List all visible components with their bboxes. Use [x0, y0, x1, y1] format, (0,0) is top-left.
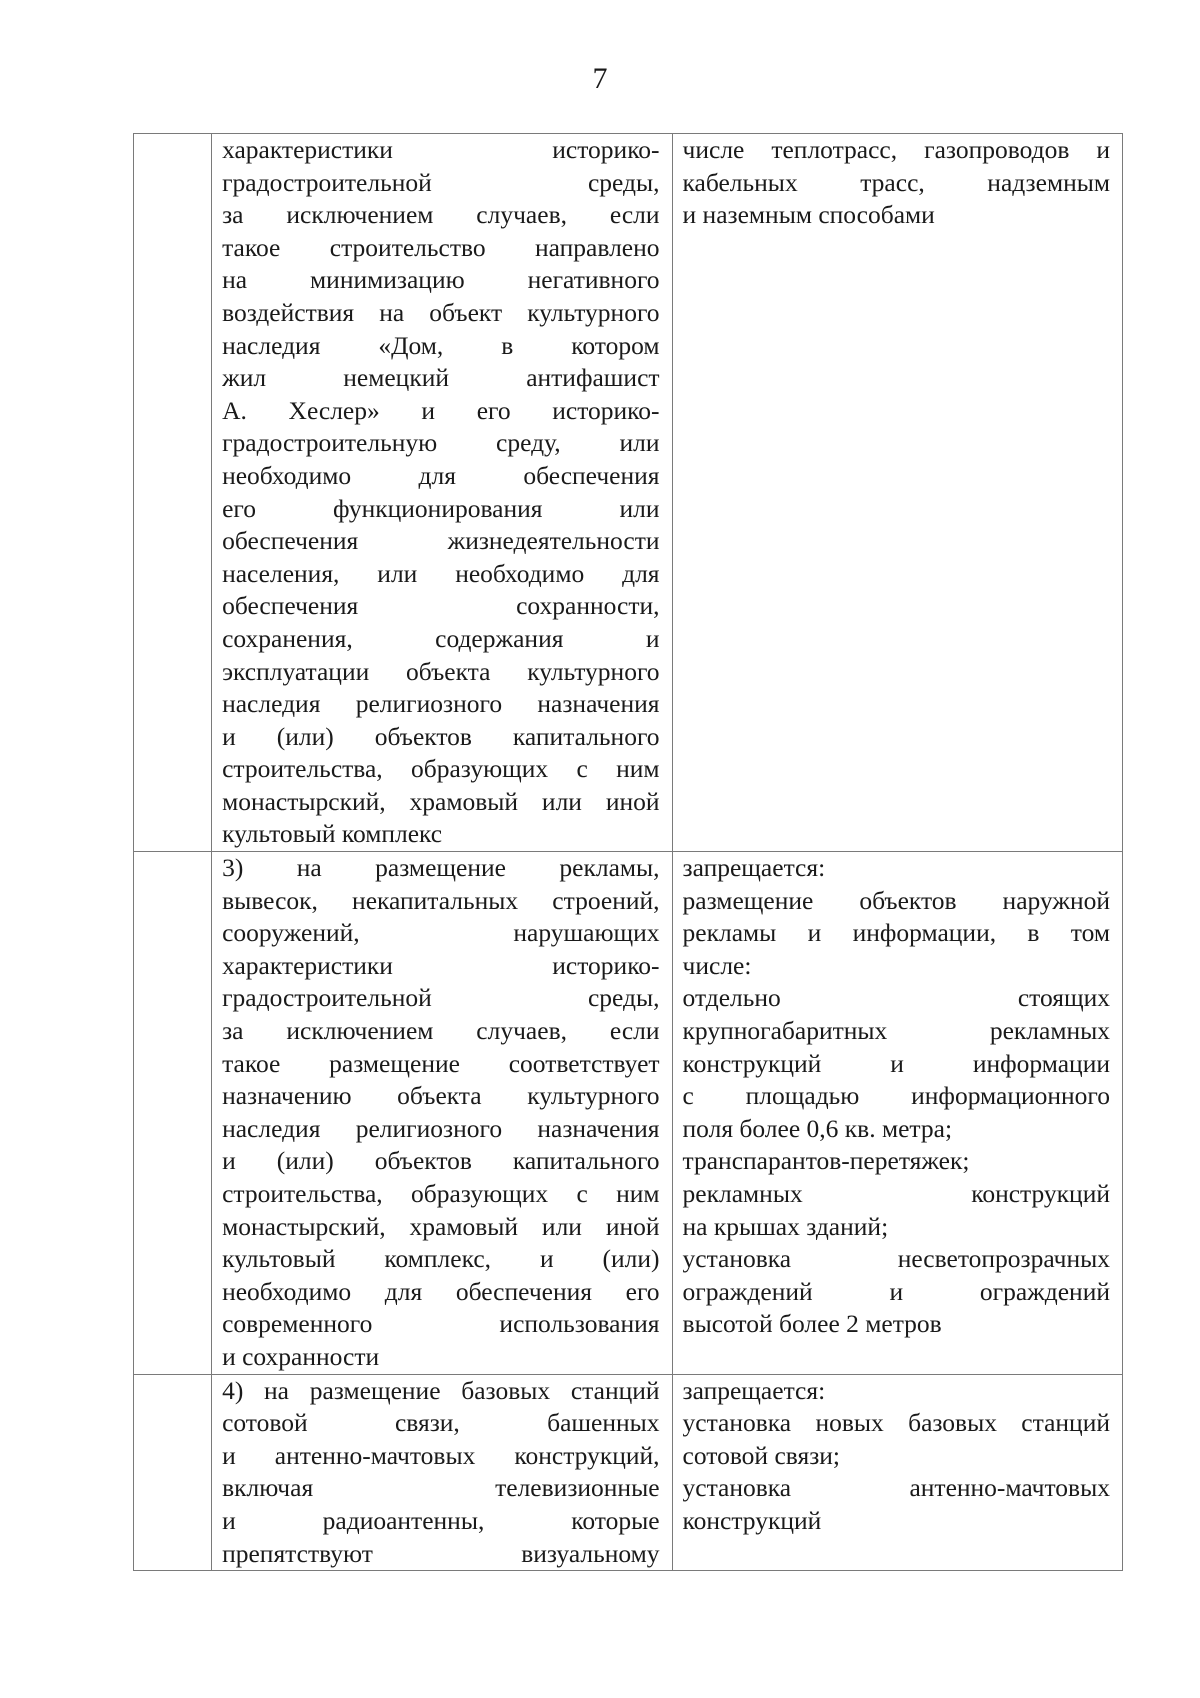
- text-line: установка несветопрозрачных: [682, 1244, 1110, 1274]
- text-line: числе теплотрасс, газопроводов и: [682, 135, 1110, 164]
- text-line: и (или) объектов капитального: [222, 1146, 660, 1176]
- table-row: [134, 1374, 1123, 1571]
- text-line: обеспечения сохранности,: [222, 591, 660, 621]
- text-line: наследия религиозного назначения: [222, 689, 660, 719]
- text-line: населения, или необходимо для: [222, 558, 660, 588]
- text-line: отдельно стоящих: [682, 983, 1110, 1013]
- table-row: [134, 852, 1123, 1375]
- text-line: характеристики историко-: [222, 950, 660, 980]
- text-line: и наземным способами: [682, 200, 935, 230]
- text-line: необходимо для обеспечения его: [222, 1276, 660, 1306]
- table-row: [134, 134, 1123, 852]
- text-line: числе:: [682, 950, 752, 980]
- text-line: жил немецкий антифашист: [222, 363, 660, 393]
- text-line: размещение объектов наружной: [682, 885, 1110, 915]
- text-line: монастырский, храмовый или иной: [222, 1211, 660, 1241]
- text-line: назначению объекта культурного: [222, 1081, 660, 1111]
- text-line: установка антенно-мачтовых: [682, 1473, 1110, 1503]
- text-line: строительства, образующих с ним: [222, 754, 660, 784]
- text-line: такое размещение соответствует: [222, 1048, 660, 1078]
- text-line: его функционирования или: [222, 493, 660, 523]
- text-line: сотовой связи, башенных: [222, 1408, 660, 1438]
- text-line: включая телевизионные: [222, 1473, 660, 1503]
- text-line: строительства, образующих с ним: [222, 1179, 660, 1208]
- text-line: рекламы и информации, в том: [682, 918, 1110, 948]
- text-line: препятствуют визуальному: [222, 1538, 660, 1568]
- text-line: градостроительной среды,: [222, 167, 660, 197]
- text-line: воздействия на объект культурного: [222, 297, 660, 327]
- text-line: характеристики историко-: [222, 135, 660, 164]
- text-line: и антенно-мачтовых конструкций,: [222, 1440, 660, 1470]
- text-line: А. Хеслер» и его историко-: [222, 395, 660, 425]
- text-line: такое строительство направлено: [222, 232, 660, 262]
- text-line: запрещается:: [682, 1375, 826, 1405]
- rule-cell: [672, 1374, 1122, 1571]
- text-line: запрещается:: [682, 853, 826, 883]
- text-line: 3) на размещение рекламы,: [222, 853, 660, 883]
- text-line: градостроительную среду, или: [222, 428, 660, 458]
- condition-cell: [212, 1374, 672, 1571]
- condition-text: [212, 1375, 671, 1571]
- text-line: монастырский, храмовый или иной: [222, 786, 660, 816]
- rule-cell: [672, 134, 1122, 852]
- number-cell: [134, 134, 212, 852]
- text-line: крупногабаритных рекламных: [682, 1016, 1110, 1046]
- text-line: кабельных трасс, надземным: [682, 167, 1110, 197]
- condition-cell: [212, 852, 672, 1375]
- text-line: необходимо для обеспечения: [222, 460, 660, 490]
- text-line: конструкций и информации: [682, 1048, 1110, 1078]
- rule-text: [673, 852, 1122, 1341]
- text-line: конструкций: [682, 1505, 822, 1535]
- text-line: и радиоантенны, которые: [222, 1505, 660, 1535]
- text-line: с площадью информационного: [682, 1081, 1110, 1111]
- text-line: ограждений и ограждений: [682, 1276, 1110, 1306]
- regulation-table: [133, 133, 1123, 1571]
- text-line: наследия религиозного назначения: [222, 1113, 660, 1143]
- text-line: за исключением случаев, если: [222, 1016, 660, 1046]
- number-cell: [134, 852, 212, 1375]
- text-line: на минимизацию негативного: [222, 265, 660, 295]
- text-line: поля более 0,6 кв. метра;: [682, 1113, 953, 1143]
- text-line: наследия «Дом, в котором: [222, 330, 660, 360]
- text-line: рекламных конструкций: [682, 1179, 1110, 1208]
- text-line: установка новых базовых станций: [682, 1408, 1110, 1438]
- rule-text: [673, 134, 1122, 232]
- text-line: эксплуатации объекта культурного: [222, 656, 660, 686]
- text-line: на крышах зданий;: [682, 1211, 889, 1241]
- text-line: культовый комплекс: [222, 819, 443, 849]
- text-line: градостроительной среды,: [222, 983, 660, 1013]
- condition-text: [212, 852, 671, 1374]
- condition-cell: [212, 134, 672, 852]
- text-line: за исключением случаев, если: [222, 200, 660, 230]
- rule-cell: [672, 852, 1122, 1375]
- text-line: сотовой связи;: [682, 1440, 841, 1470]
- text-line: сооружений, нарушающих: [222, 918, 660, 948]
- text-line: и сохранности: [222, 1341, 380, 1371]
- number-cell: [134, 1374, 212, 1571]
- page-number: 7: [592, 62, 608, 95]
- text-line: транспарантов-перетяжек;: [682, 1146, 970, 1176]
- rule-text: [673, 1375, 1122, 1538]
- text-line: современного использования: [222, 1309, 660, 1339]
- text-line: обеспечения жизнедеятельности: [222, 526, 660, 556]
- condition-text: [212, 134, 671, 851]
- text-line: и (или) объектов капитального: [222, 721, 660, 751]
- text-line: высотой более 2 метров: [682, 1309, 942, 1339]
- text-line: культовый комплекс, и (или): [222, 1244, 660, 1274]
- text-line: вывесок, некапитальных строений,: [222, 885, 660, 915]
- text-line: сохранения, содержания и: [222, 623, 660, 653]
- text-line: 4) на размещение базовых станций: [222, 1375, 660, 1405]
